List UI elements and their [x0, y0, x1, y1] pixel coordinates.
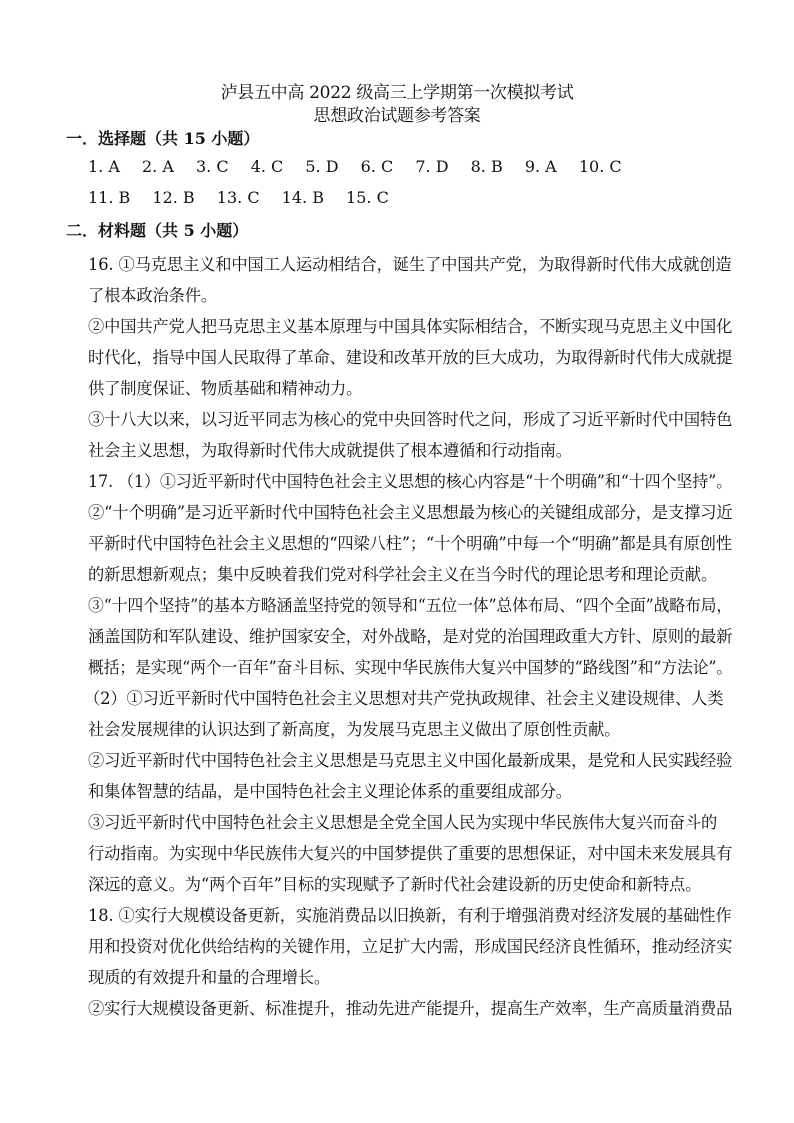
answer-line: ②中国共产党人把马克思主义基本原理与中国具体实际相结合，不断实现马克思主义中国化 — [88, 317, 733, 336]
answer-line: 和集体智慧的结晶，是中国特色社会主义理论体系的重要组成部分。 — [88, 782, 572, 801]
answer-line: 现质的有效提升和量的合理增长。 — [88, 968, 330, 987]
answer-line: 平新时代中国特色社会主义思想的“四梁八柱”；“十个明确”中每一个“明确”都是具有原创性 — [88, 534, 732, 553]
answer-line: 17. （1）①习近平新时代中国特色社会主义思想的核心内容是“十个明确”和“十四个坚持”。 — [88, 472, 733, 491]
answer-line: 16. ①马克思主义和中国工人运动相结合，诞生了中国共产党，为取得新时代伟大成就创造 — [88, 255, 732, 274]
material-section-heading: 二．材料题（共 5 小题） — [66, 221, 249, 240]
choice-answers-row-2 — [88, 188, 406, 207]
answer-line: ②习近平新时代中国特色社会主义思想是马克思主义中国化最新成果，是党和人民实践经验 — [88, 751, 733, 770]
choice-section-heading: 一．选择题（共 15 小题） — [66, 129, 260, 148]
answer-line: 供了制度保证、物质基础和精神动力。 — [88, 379, 363, 398]
answer-item: 11. B — [88, 188, 131, 207]
answer-item: 7. D — [415, 157, 449, 176]
answer-line: 社会发展规律的认识达到了新高度，为发展马克思主义做出了原创性贡献。 — [88, 720, 621, 739]
answer-line: 行动指南。为实现中华民族伟大复兴的中国梦提供了重要的思想保证，对中国未来发展具有 — [88, 844, 733, 863]
answer-line: ②“十个明确”是习近平新时代中国特色社会主义思想最为核心的关键组成部分，是支撑习近 — [88, 503, 733, 522]
answer-item: 4. C — [250, 157, 284, 176]
answer-item: 14. B — [281, 188, 324, 207]
page-title: 泸县五中高 2022 级高三上学期第一次模拟考试 — [220, 83, 574, 103]
answer-line: 的新思想新观点；集中反映着我们党对科学社会主义在当今时代的理论思考和理论贡献。 — [88, 565, 718, 584]
answer-line: ③十八大以来，以习近平同志为核心的党中央回答时代之问，形成了习近平新时代中国特色 — [88, 410, 733, 429]
answer-line: 用和投资对优化供给结构的关键作用，立足扩大内需，形成国民经济良性循环，推动经济实 — [88, 937, 733, 956]
answer-line: 了根本政治条件。 — [88, 286, 218, 305]
answer-item: 10. C — [578, 157, 622, 176]
answer-item: 3. C — [196, 157, 229, 176]
answer-item: 6. C — [360, 157, 394, 176]
answer-line: 深远的意义。为“两个百年”目标的实现赋予了新时代社会建设新的历史使命和新特点。 — [88, 875, 702, 894]
answer-line: 涵盖国防和军队建设、维护国家安全，对外战略，是对党的治国理政重大方针、原则的最新 — [88, 627, 733, 646]
answer-line: 社会主义思想，为取得新时代伟大成就提供了根本遵循和行动指南。 — [88, 441, 572, 460]
page-subtitle: 思想政治试题参考答案 — [313, 106, 481, 126]
answer-line: ③“十四个坚持”的基本方略涵盖坚持党的领导和“五位一体”总体布局、“四个全面”战略布局， — [88, 596, 733, 615]
answer-line: ③习近平新时代中国特色社会主义思想是全党全国人民为实现中华民族伟大复兴而奋斗的 — [88, 813, 718, 832]
answer-item: 12. B — [152, 188, 195, 207]
answer-item: 2. A — [142, 157, 174, 176]
answer-line: ②实行大规模设备更新、标准提升，推动先进产能提升，提高生产效率，生产高质量消费品 — [88, 999, 733, 1018]
choice-answers-row-1 — [88, 157, 639, 176]
answer-item: 1. A — [88, 157, 120, 176]
answer-item: 5. D — [305, 157, 339, 176]
answer-line: 18. ①实行大规模设备更新，实施消费品以旧换新，有利于增强消费对经济发展的基础性作 — [88, 906, 732, 925]
answer-item: 9. A — [524, 157, 557, 176]
answer-item: 8. B — [470, 157, 503, 176]
answer-item: 13. C — [216, 188, 260, 207]
answer-line: 概括；是实现“两个一百年”奋斗目标、实现中华民族伟大复兴中国梦的“路线图”和“方法论”。 — [88, 658, 733, 677]
answer-line: （2）①习近平新时代中国特色社会主义思想对共产党执政规律、社会主义建设规律、人类 — [84, 689, 724, 708]
answer-item: 15. C — [346, 188, 389, 207]
answer-line: 时代化，指导中国人民取得了革命、建设和改革开放的巨大成功，为取得新时代伟大成就提 — [88, 348, 733, 367]
